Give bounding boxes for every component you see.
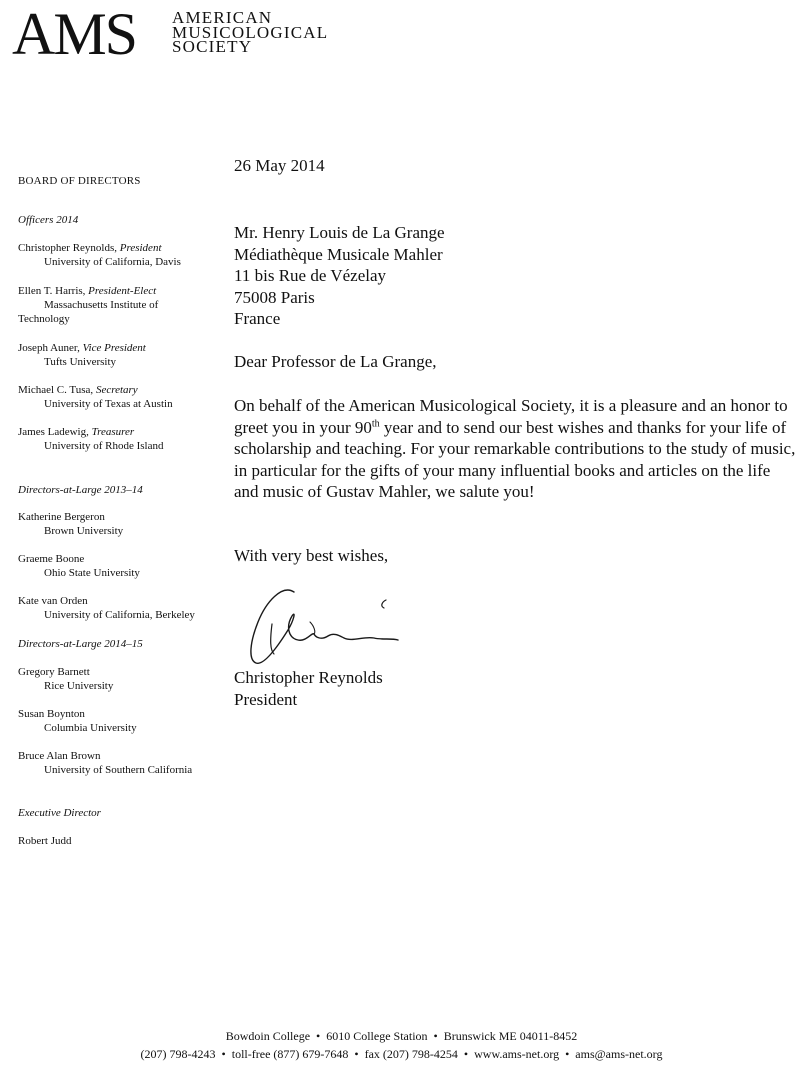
paragraph-text-end: year and to send our best wishes and thanks for your life of scholarship and teaching. For your remarkable contributions to the study of music, in particular for the gifts of your many influential books and articles on the life and music of Gustav Mahler, we salute you! bbox=[234, 417, 796, 501]
board-member bbox=[18, 834, 223, 848]
footer-separator: • bbox=[433, 1029, 438, 1043]
member-affiliation-line-2: Technology bbox=[18, 313, 70, 325]
closing: With very best wishes, bbox=[234, 546, 389, 565]
footer-address-item: Bowdoin College bbox=[225, 1029, 311, 1043]
paragraph-text-start: On behalf of the American Musicological Society, it is a pleasure and an honor to greet you in your 90 bbox=[234, 396, 788, 437]
footer-address-item: 6010 College Station bbox=[326, 1029, 428, 1043]
member-name: Katherine Bergeron bbox=[18, 511, 105, 523]
address-line: 75008 Paris bbox=[234, 287, 315, 307]
letter-paragraph bbox=[234, 395, 799, 503]
member-affiliation: Columbia University bbox=[44, 722, 137, 734]
member-affiliation: University of California, Davis bbox=[44, 256, 181, 268]
member-role: Vice President bbox=[82, 342, 146, 354]
member-name: Joseph Auner, bbox=[18, 342, 80, 354]
footer-address-item: Brunswick ME 04011-8452 bbox=[443, 1029, 578, 1043]
board-member bbox=[18, 341, 223, 369]
member-affiliation bbox=[18, 298, 223, 326]
board-member bbox=[18, 707, 223, 735]
signer-title: President bbox=[234, 689, 298, 709]
letter-date: 26 May 2014 bbox=[234, 156, 325, 175]
member-name: Christopher Reynolds, bbox=[18, 242, 117, 254]
board-member bbox=[18, 510, 223, 538]
board-member bbox=[18, 383, 223, 411]
member-name: Robert Judd bbox=[18, 835, 72, 847]
signer-name: Christopher Reynolds bbox=[234, 668, 383, 687]
footer-separator: • bbox=[565, 1047, 570, 1061]
member-affiliation: University of Texas at Austin bbox=[44, 398, 173, 410]
footer-toll-free: toll-free (877) 679-7648 bbox=[231, 1047, 349, 1061]
society-name-line-2: MUSICOLOGICAL bbox=[172, 22, 329, 42]
section-title-executive-director: Executive Director bbox=[18, 807, 101, 819]
footer-contact-line bbox=[0, 1045, 803, 1063]
signer-block bbox=[234, 667, 383, 710]
footer-email-link[interactable]: ams@ams-net.org bbox=[575, 1047, 663, 1061]
member-affiliation: Ohio State University bbox=[44, 567, 140, 579]
member-affiliation: Tufts University bbox=[44, 356, 117, 368]
member-name: Susan Boynton bbox=[18, 708, 85, 720]
ams-logo-mark: AMS bbox=[12, 1, 137, 67]
member-name: Kate van Orden bbox=[18, 595, 88, 607]
member-affiliation: Brown University bbox=[44, 525, 124, 537]
footer-separator: • bbox=[354, 1047, 359, 1061]
board-member bbox=[18, 425, 223, 453]
address-line: 11 bis Rue de Vézelay bbox=[234, 266, 387, 285]
address-line: Mr. Henry Louis de La Grange bbox=[234, 223, 445, 242]
member-role: President-Elect bbox=[88, 285, 157, 297]
salutation: Dear Professor de La Grange, bbox=[234, 352, 437, 371]
handwritten-signature bbox=[244, 580, 404, 670]
society-name-line-3: SOCIETY bbox=[172, 37, 253, 56]
footer-separator: • bbox=[463, 1047, 469, 1061]
member-affiliation-line-1: Massachusetts Institute of bbox=[44, 299, 159, 311]
society-name-line-1: AMERICAN bbox=[172, 8, 273, 27]
section-title-directors-2014: Directors-at-Large 2014–15 bbox=[18, 638, 143, 650]
society-name bbox=[172, 8, 372, 56]
board-heading: BOARD OF DIRECTORS bbox=[18, 175, 141, 187]
board-member bbox=[18, 665, 223, 693]
member-affiliation: University of Southern California bbox=[44, 764, 193, 776]
footer-separator: • bbox=[316, 1029, 321, 1043]
section-title-directors-2013: Directors-at-Large 2013–14 bbox=[18, 484, 143, 496]
member-name: Ellen T. Harris, bbox=[18, 285, 86, 297]
section-title-officers: Officers 2014 bbox=[18, 214, 79, 226]
member-name: Michael C. Tusa, bbox=[18, 384, 94, 396]
board-member bbox=[18, 241, 223, 269]
footer-address-line bbox=[0, 1027, 803, 1045]
board-member bbox=[18, 594, 223, 622]
member-name: Graeme Boone bbox=[18, 553, 85, 565]
member-name: Bruce Alan Brown bbox=[18, 750, 101, 762]
board-member bbox=[18, 552, 223, 580]
footer-separator: • bbox=[221, 1047, 226, 1061]
address-line: Médiathèque Musicale Mahler bbox=[234, 244, 443, 264]
footer-website-link[interactable]: www.ams-net.org bbox=[474, 1047, 560, 1061]
footer-fax: fax (207) 798-4254 bbox=[364, 1047, 458, 1061]
address-line: France bbox=[234, 309, 281, 328]
member-role: Secretary bbox=[95, 384, 138, 396]
member-name: Gregory Barnett bbox=[18, 666, 90, 678]
member-affiliation: University of California, Berkeley bbox=[44, 609, 195, 621]
member-name: James Ladewig, bbox=[18, 426, 89, 438]
member-role: President bbox=[119, 242, 162, 254]
board-member bbox=[18, 749, 223, 777]
member-affiliation: University of Rhode Island bbox=[44, 440, 164, 452]
ordinal-suffix: th bbox=[371, 417, 380, 429]
footer-phone: (207) 798-4243 bbox=[140, 1047, 216, 1061]
board-member bbox=[18, 284, 223, 326]
recipient-address bbox=[234, 222, 445, 330]
letterhead-footer bbox=[0, 1027, 803, 1063]
member-role: Treasurer bbox=[91, 426, 135, 438]
member-affiliation: Rice University bbox=[44, 680, 114, 692]
